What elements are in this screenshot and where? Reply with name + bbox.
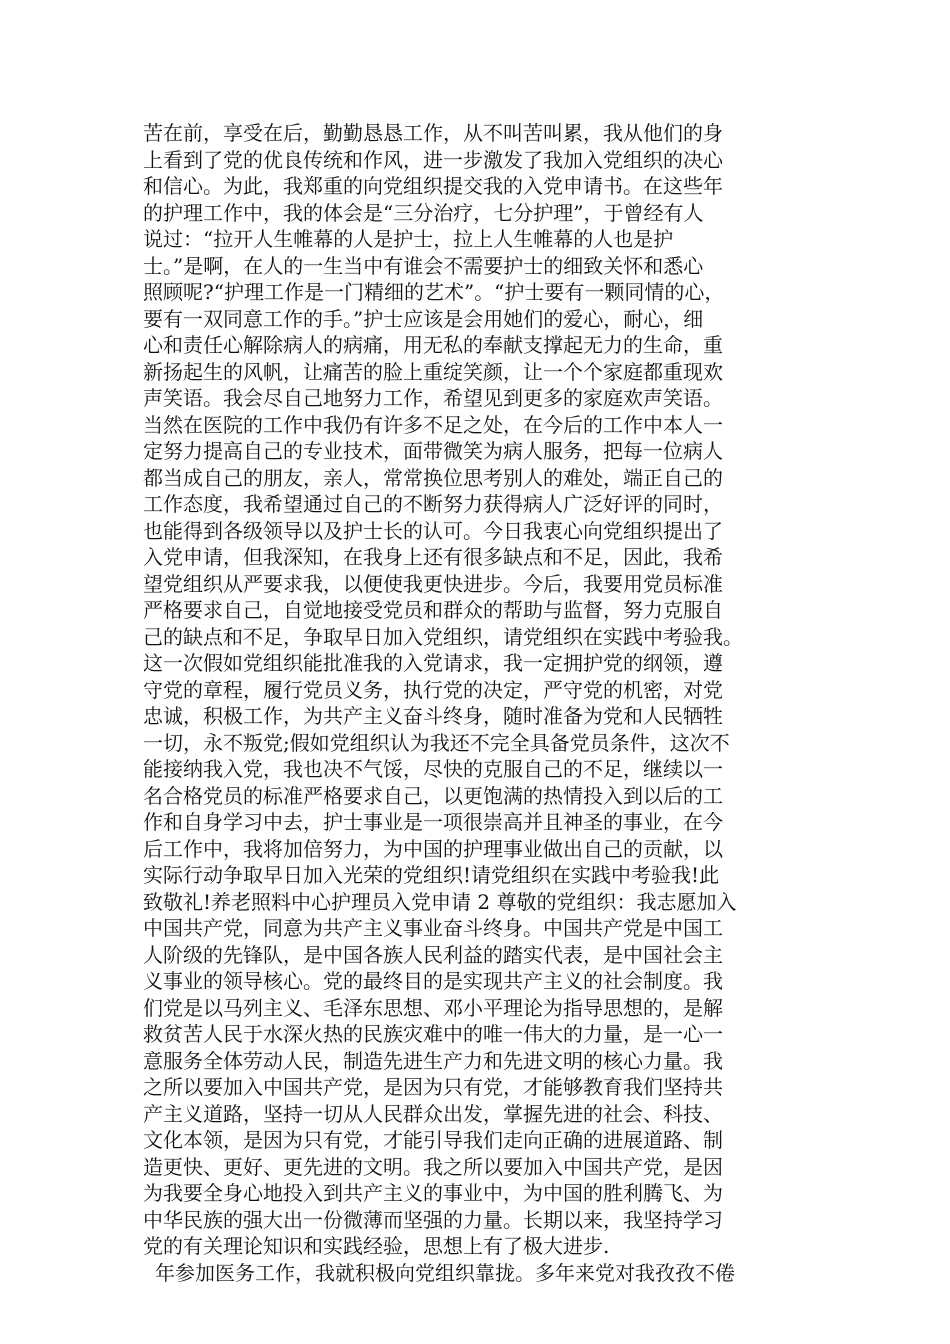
text-line: 严格要求自己，自觉地接受党员和群众的帮助与监督，努力克服自: [143, 598, 723, 622]
text-line: 上看到了党的优良传统和作风，进一步激发了我加入党组织的决心: [143, 147, 723, 172]
text-line: 造更快、更好、更先进的文明。我之所以要加入中国共产党，是因: [143, 1154, 723, 1179]
text-line: 心和责任心解除病人的病痛，用无私的奉献支撑起无力的生命，重: [143, 333, 723, 357]
text-line: 望党组织从严要求我，以便使我更快进步。今后，我要用党员标准: [143, 571, 723, 596]
text-line: 士。”是啊，在人的一生当中有谁会不需要护士的细致关怀和悉心: [143, 253, 704, 278]
text-line: 作和自身学习中去，护士事业是一项很崇高并且神圣的事业，在今: [143, 810, 723, 834]
text-line: 定努力提高自己的专业技术，面带微笑为病人服务，把每一位病人: [143, 439, 723, 463]
text-line: 救贫苦人民于水深火热的民族灾难中的唯一伟大的力量，是一心一: [143, 1022, 723, 1046]
text-line: 都当成自己的朋友，亲人，常常换位思考别人的难处，端正自己的: [143, 465, 723, 490]
text-line: 意服务全体劳动人民，制造先进生产力和先进文明的核心力量。我: [143, 1048, 723, 1073]
text-line: 苦在前，享受在后，勤勤恳恳工作，从不叫苦叫累，我从他们的身: [143, 121, 723, 145]
text-line: 也能得到各级领导以及护士长的认可。今日我衷心向党组织提出了: [143, 518, 723, 543]
text-line: 年参加医务工作，我就积极向党组织靠拢。多年来党对我孜孜不倦: [155, 1260, 735, 1285]
text-line: 中华民族的强大出一份微薄而坚强的力量。长期以来，我坚持学习: [143, 1207, 723, 1232]
text-line: 为我要全身心地投入到共产主义的事业中，为中国的胜利腾飞、为: [143, 1181, 723, 1205]
text-line: 工作态度，我希望通过自己的不断努力获得病人广泛好评的同时，: [143, 492, 723, 516]
text-line: 党的有关理论知识和实践经验，思想上有了极大进步.: [143, 1234, 610, 1258]
text-line: 新扬起生的风帆，让痛苦的脸上重绽笑颜，让一个个家庭都重现欢: [143, 359, 723, 384]
text-line: 忠诚，积极工作，为共产主义奋斗终身，随时准备为党和人民牺牲: [143, 704, 723, 728]
document-body: [143, 120, 823, 1286]
text-line: 义事业的领导核心。党的最终目的是实现共产主义的社会制度。我: [143, 969, 723, 993]
text-line: 的护理工作中，我的体会是“三分治疗，七分护理”，于曾经有人: [143, 200, 704, 225]
text-line: 照顾呢?“护理工作是一门精细的艺术”。“护士要有一颗同情的心，: [143, 280, 725, 304]
text-line: 己的缺点和不足，争取早日加入党组织，请党组织在实践中考验我。: [143, 624, 743, 649]
text-line: 们党是以马列主义、毛泽东思想、邓小平理论为指导思想的，是解: [143, 995, 723, 1020]
text-line: 能接纳我入党，我也决不气馁，尽快的克服自己的不足，继续以一: [143, 757, 723, 781]
text-line: 说过：“拉开人生帷幕的人是护士，拉上人生帷幕的人也是护: [143, 227, 674, 251]
text-line: 当然在医院的工作中我仍有许多不足之处，在今后的工作中本人一: [143, 412, 723, 437]
text-line: 守党的章程，履行党员义务，执行党的决定，严守党的机密，对党: [143, 677, 723, 702]
text-line: 之所以要加入中国共产党，是因为只有党，才能够教育我们坚持共: [143, 1075, 723, 1099]
text-line: 产主义道路，坚持一切从人民群众出发，掌握先进的社会、科技、: [143, 1101, 723, 1126]
text-line: 一切，永不叛党;假如党组织认为我还不完全具备党员条件，这次不: [143, 730, 730, 755]
text-line: 文化本领，是因为只有党，才能引导我们走向正确的进展道路、制: [143, 1128, 723, 1152]
text-line: 入党申请，但我深知，在我身上还有很多缺点和不足，因此，我希: [143, 545, 723, 569]
text-line: 实际行动争取早日加入光荣的党组织!请党组织在实践中考验我!此: [143, 863, 720, 887]
text-line: 名合格党员的标准严格要求自己，以更饱满的热情投入到以后的工: [143, 783, 723, 808]
text-line: 中国共产党，同意为共产主义事业奋斗终身。中国共产党是中国工: [143, 916, 723, 940]
text-line: 后工作中，我将加倍努力，为中国的护理事业做出自己的贡献，以: [143, 836, 723, 861]
text-line: 致敬礼!养老照料中心护理员入党申请 2 尊敬的党组织：我志愿加入: [143, 889, 737, 914]
text-line: 这一次假如党组织能批准我的入党请求，我一定拥护党的纲领，遵: [143, 651, 723, 675]
text-line: 人阶级的先锋队，是中国各族人民利益的踏实代表，是中国社会主: [143, 942, 723, 967]
text-line: 要有一双同意工作的手。”护士应该是会用她们的爱心，耐心，细: [143, 306, 704, 331]
text-line: 和信心。为此，我郑重的向党组织提交我的入党申请书。在这些年: [143, 174, 723, 198]
text-line: 声笑语。我会尽自己地努力工作，希望见到更多的家庭欢声笑语。: [143, 386, 723, 410]
